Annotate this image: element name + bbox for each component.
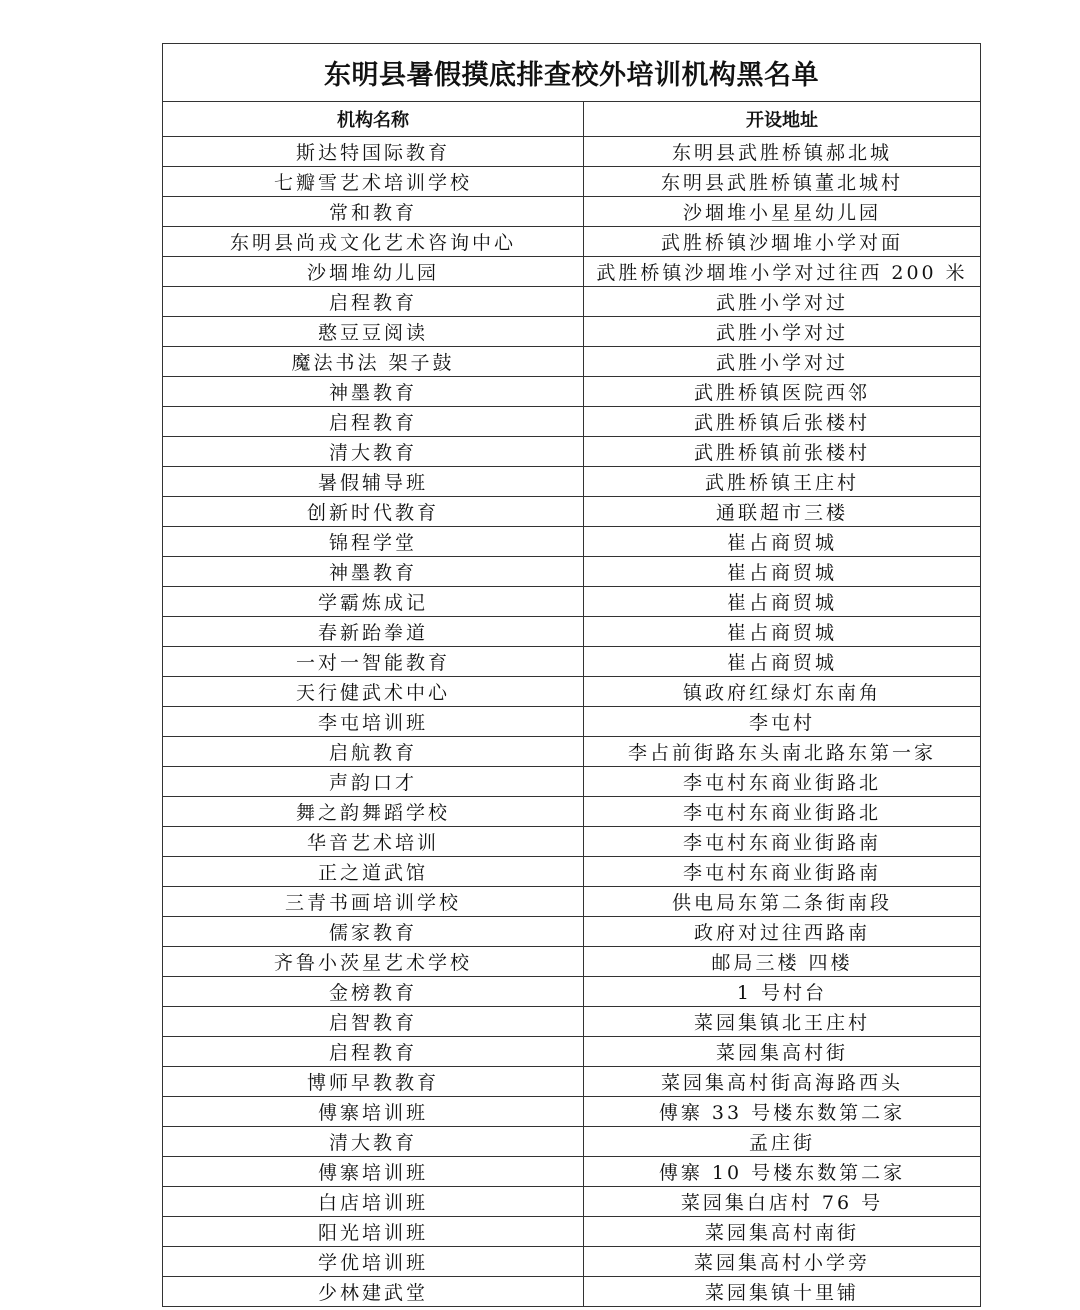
institution-name-cell: 三青书画培训学校 [163, 887, 584, 917]
address-cell: 邮局三楼 四楼 [584, 947, 981, 977]
institution-name-cell: 启程教育 [163, 1037, 584, 1067]
address-cell: 武胜小学对过 [584, 287, 981, 317]
table-row [163, 227, 981, 257]
institution-name-cell: 清大教育 [163, 437, 584, 467]
table-row [163, 437, 981, 467]
institution-name-cell: 沙堌堆幼儿园 [163, 257, 584, 287]
address-cell: 崔占商贸城 [584, 647, 981, 677]
institution-name-cell: 东明县尚戎文化艺术咨询中心 [163, 227, 584, 257]
table-row [163, 827, 981, 857]
institution-name-cell: 博师早教教育 [163, 1067, 584, 1097]
institution-name-cell: 神墨教育 [163, 557, 584, 587]
table-row [163, 707, 981, 737]
address-cell: 菜园集镇十里铺 [584, 1277, 981, 1307]
institution-name-cell: 傅寨培训班 [163, 1097, 584, 1127]
address-cell: 菜园集镇北王庄村 [584, 1007, 981, 1037]
column-header-address: 开设地址 [584, 102, 981, 137]
institution-name-cell: 舞之韵舞蹈学校 [163, 797, 584, 827]
institution-name-cell: 阳光培训班 [163, 1217, 584, 1247]
address-cell: 1 号村台 [584, 977, 981, 1007]
title-row [163, 44, 981, 102]
institution-name-cell: 学霸炼成记 [163, 587, 584, 617]
institution-name-cell: 七瓣雪艺术培训学校 [163, 167, 584, 197]
table-row [163, 557, 981, 587]
institution-name-cell: 创新时代教育 [163, 497, 584, 527]
address-cell: 镇政府红绿灯东南角 [584, 677, 981, 707]
address-cell: 沙堌堆小星星幼儿园 [584, 197, 981, 227]
address-cell: 傅寨 33 号楼东数第二家 [584, 1097, 981, 1127]
address-cell: 李屯村东商业街路北 [584, 797, 981, 827]
column-header-name: 机构名称 [163, 102, 584, 137]
institution-name-cell: 金榜教育 [163, 977, 584, 1007]
table-row [163, 1127, 981, 1157]
institution-name-cell: 启程教育 [163, 287, 584, 317]
table-row [163, 1157, 981, 1187]
address-cell: 崔占商贸城 [584, 587, 981, 617]
address-cell: 李占前街路东头南北路东第一家 [584, 737, 981, 767]
table-row [163, 887, 981, 917]
table-row [163, 257, 981, 287]
institution-name-cell: 憨豆豆阅读 [163, 317, 584, 347]
header-row [163, 102, 981, 137]
address-cell: 孟庄街 [584, 1127, 981, 1157]
institution-name-cell: 魔法书法 架子鼓 [163, 347, 584, 377]
table-row [163, 1097, 981, 1127]
institution-name-cell: 启程教育 [163, 407, 584, 437]
address-cell: 崔占商贸城 [584, 617, 981, 647]
institution-name-cell: 声韵口才 [163, 767, 584, 797]
address-cell: 菜园集高村街高海路西头 [584, 1067, 981, 1097]
table-row [163, 1277, 981, 1307]
table-row [163, 767, 981, 797]
institution-name-cell: 斯达特国际教育 [163, 137, 584, 167]
address-cell: 武胜桥镇沙堌堆小学对面 [584, 227, 981, 257]
address-cell: 李屯村 [584, 707, 981, 737]
table-row [163, 797, 981, 827]
institution-name-cell: 天行健武术中心 [163, 677, 584, 707]
table-row [163, 317, 981, 347]
address-cell: 东明县武胜桥镇郝北城 [584, 137, 981, 167]
table-row [163, 587, 981, 617]
table-row [163, 1007, 981, 1037]
institution-name-cell: 神墨教育 [163, 377, 584, 407]
institution-name-cell: 少林建武堂 [163, 1277, 584, 1307]
institution-name-cell: 启智教育 [163, 1007, 584, 1037]
table-row [163, 407, 981, 437]
address-cell: 菜园集高村街 [584, 1037, 981, 1067]
address-cell: 东明县武胜桥镇董北城村 [584, 167, 981, 197]
institution-name-cell: 清大教育 [163, 1127, 584, 1157]
address-cell: 李屯村东商业街路南 [584, 827, 981, 857]
address-cell: 武胜桥镇沙堌堆小学对过往西 200 米 [584, 257, 981, 287]
document-title: 东明县暑假摸底排查校外培训机构黑名单 [163, 44, 981, 102]
address-cell: 供电局东第二条街南段 [584, 887, 981, 917]
table-row [163, 527, 981, 557]
table-row [163, 287, 981, 317]
blacklist-document [162, 43, 980, 1307]
institution-name-cell: 一对一智能教育 [163, 647, 584, 677]
institution-name-cell: 李屯培训班 [163, 707, 584, 737]
address-cell: 武胜桥镇王庄村 [584, 467, 981, 497]
address-cell: 李屯村东商业街路南 [584, 857, 981, 887]
address-cell: 李屯村东商业街路北 [584, 767, 981, 797]
institution-name-cell: 儒家教育 [163, 917, 584, 947]
institution-name-cell: 傅寨培训班 [163, 1157, 584, 1187]
institution-name-cell: 白店培训班 [163, 1187, 584, 1217]
address-cell: 傅寨 10 号楼东数第二家 [584, 1157, 981, 1187]
table-row [163, 167, 981, 197]
institution-name-cell: 齐鲁小茨星艺术学校 [163, 947, 584, 977]
address-cell: 崔占商贸城 [584, 557, 981, 587]
institution-name-cell: 华音艺术培训 [163, 827, 584, 857]
table-row [163, 137, 981, 167]
institution-name-cell: 学优培训班 [163, 1247, 584, 1277]
table-row [163, 497, 981, 527]
institution-name-cell: 春新跆拳道 [163, 617, 584, 647]
institution-name-cell: 常和教育 [163, 197, 584, 227]
address-cell: 武胜桥镇后张楼村 [584, 407, 981, 437]
table-row [163, 347, 981, 377]
table-row [163, 1067, 981, 1097]
address-cell: 武胜小学对过 [584, 317, 981, 347]
table-row [163, 197, 981, 227]
table-row [163, 677, 981, 707]
address-cell: 菜园集高村南街 [584, 1217, 981, 1247]
table-row [163, 467, 981, 497]
table-row [163, 617, 981, 647]
address-cell: 政府对过往西路南 [584, 917, 981, 947]
table-row [163, 1247, 981, 1277]
table-row [163, 377, 981, 407]
table-row [163, 1217, 981, 1247]
address-cell: 菜园集白店村 76 号 [584, 1187, 981, 1217]
table-body [163, 137, 981, 1307]
address-cell: 崔占商贸城 [584, 527, 981, 557]
institution-name-cell: 锦程学堂 [163, 527, 584, 557]
address-cell: 菜园集高村小学旁 [584, 1247, 981, 1277]
table-row [163, 917, 981, 947]
table-row [163, 647, 981, 677]
institution-name-cell: 正之道武馆 [163, 857, 584, 887]
address-cell: 武胜桥镇前张楼村 [584, 437, 981, 467]
table-row [163, 857, 981, 887]
address-cell: 武胜小学对过 [584, 347, 981, 377]
institution-name-cell: 暑假辅导班 [163, 467, 584, 497]
table-row [163, 947, 981, 977]
blacklist-table [162, 43, 981, 1307]
address-cell: 通联超市三楼 [584, 497, 981, 527]
table-row [163, 1037, 981, 1067]
table-row [163, 737, 981, 767]
table-row [163, 977, 981, 1007]
address-cell: 武胜桥镇医院西邻 [584, 377, 981, 407]
table-row [163, 1187, 981, 1217]
institution-name-cell: 启航教育 [163, 737, 584, 767]
